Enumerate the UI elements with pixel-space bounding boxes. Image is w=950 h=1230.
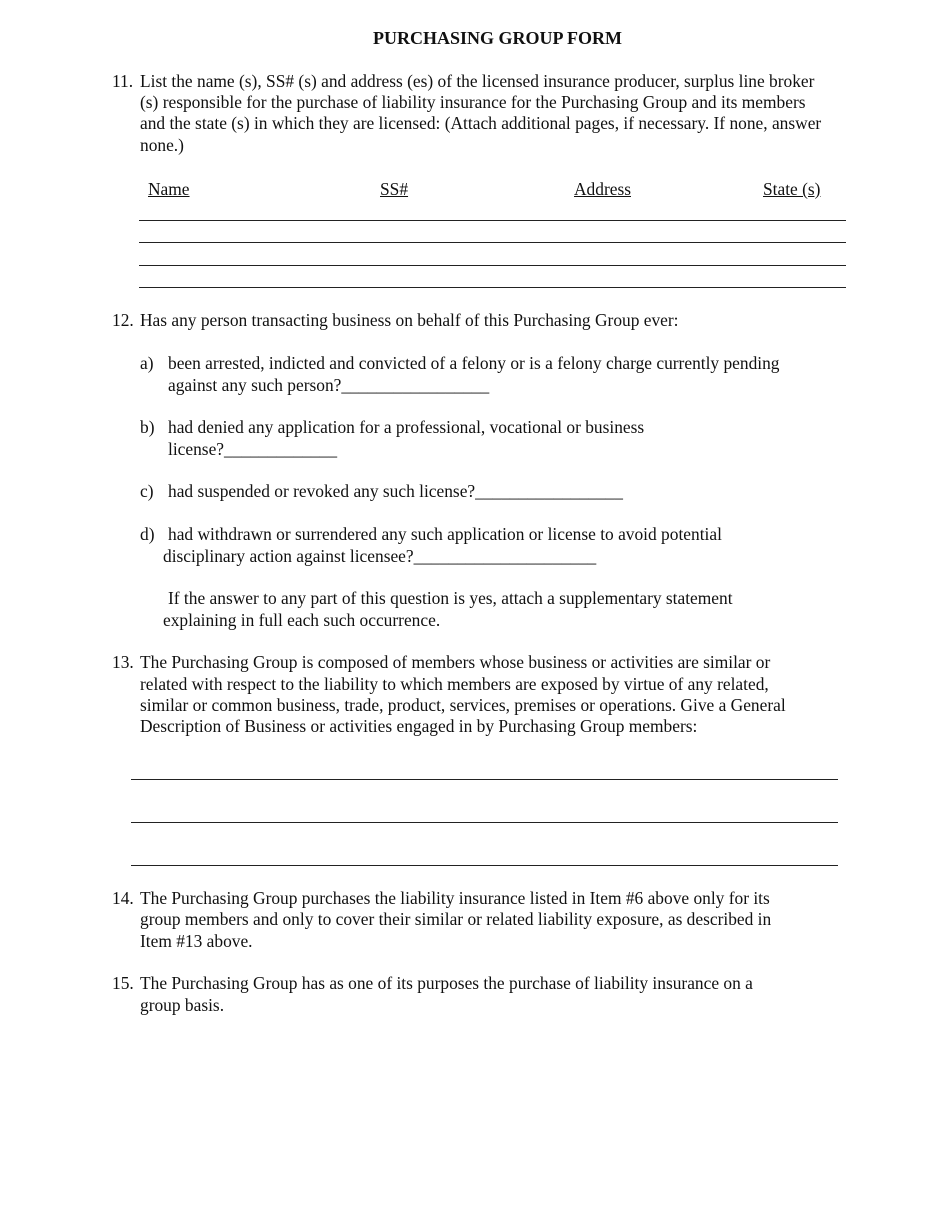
column-header-ss: SS# <box>380 179 409 199</box>
item-14-text-line-3: Item #13 above. <box>140 931 253 951</box>
item-13-text-line-4: Description of Business or activities engaged in by Purchasing Group members: <box>140 716 698 736</box>
item-12b-label: b) <box>140 417 155 437</box>
item-11-text-line-2: (s) responsible for the purchase of liability insurance for the Purchasing Group and its members <box>140 92 806 112</box>
item-13-text-line-3: similar or common business, trade, product, services, premises or operations. Give a General <box>140 695 786 715</box>
producer-entry-line-2[interactable] <box>139 242 846 243</box>
item-12b-text-line-1: had denied any application for a professional, vocational or business <box>168 417 645 437</box>
item-15-text-line-2: group basis. <box>140 995 225 1015</box>
item-14-text-line-2: group members and only to cover their similar or related liability exposure, as described in <box>140 909 772 929</box>
item-12a-text-line-2: against any such person?_________________ <box>168 375 490 395</box>
producer-entry-line-4[interactable] <box>139 287 846 288</box>
business-description-line-3[interactable] <box>131 865 838 866</box>
item-12-intro: Has any person transacting business on behalf of this Purchasing Group ever: <box>140 310 679 330</box>
producer-entry-line-1[interactable] <box>139 220 846 221</box>
item-11-text-line-4: none.) <box>140 135 184 155</box>
column-header-address: Address <box>574 179 631 199</box>
item-12d-text-line-1: had withdrawn or surrendered any such application or license to avoid potential <box>168 524 722 544</box>
item-12-note-line-2: explaining in full each such occurrence. <box>163 610 441 630</box>
item-12a-label: a) <box>140 353 154 373</box>
item-11-number: 11. <box>112 71 134 91</box>
item-14-number: 14. <box>112 888 134 908</box>
business-description-line-2[interactable] <box>131 822 838 823</box>
item-11-text-line-3: and the state (s) in which they are licensed: (Attach additional pages, if necessary. If none, answer <box>140 113 822 133</box>
item-15-text-line-1: The Purchasing Group has as one of its purposes the purchase of liability insurance on a <box>140 973 753 993</box>
item-13-text-line-1: The Purchasing Group is composed of members whose business or activities are similar or <box>140 652 771 672</box>
column-header-state: State (s) <box>763 179 821 199</box>
producer-entry-line-3[interactable] <box>139 265 846 266</box>
item-11-text-line-1: List the name (s), SS# (s) and address (es) of the licensed insurance producer, surplus line broker <box>140 71 815 91</box>
item-12b-text-line-2: license?_____________ <box>168 439 338 459</box>
item-12d-text-line-2: disciplinary action against licensee?_____________________ <box>163 546 597 566</box>
business-description-line-1[interactable] <box>131 779 838 780</box>
item-12c-text: had suspended or revoked any such license?_________________ <box>168 481 623 501</box>
column-header-name: Name <box>148 179 190 199</box>
item-12-number: 12. <box>112 310 134 330</box>
item-12-note-line-1: If the answer to any part of this question is yes, attach a supplementary statement <box>168 588 733 608</box>
item-12a-text-line-1: been arrested, indicted and convicted of a felony or is a felony charge currently pending <box>168 353 780 373</box>
item-13-number: 13. <box>112 652 134 672</box>
item-15-number: 15. <box>112 973 134 993</box>
item-13-text-line-2: related with respect to the liability to which members are exposed by virtue of any related, <box>140 674 769 694</box>
item-12d-label: d) <box>140 524 155 544</box>
form-title: PURCHASING GROUP FORM <box>373 28 622 48</box>
item-12c-label: c) <box>140 481 154 501</box>
item-14-text-line-1: The Purchasing Group purchases the liability insurance listed in Item #6 above only for its <box>140 888 770 908</box>
